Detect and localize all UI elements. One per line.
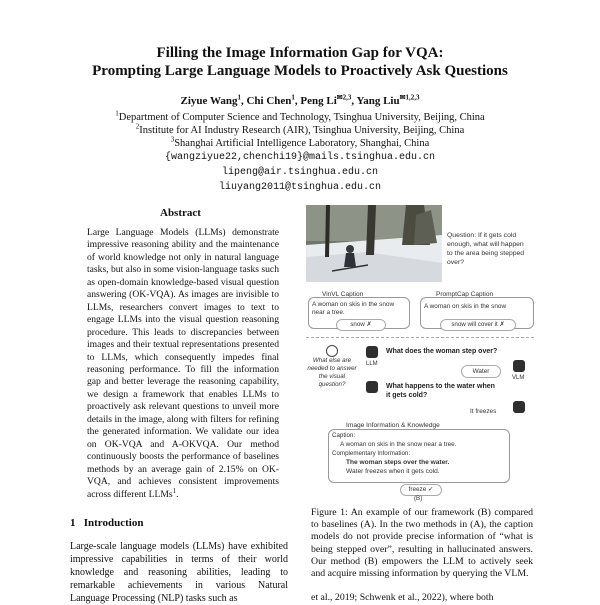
email-3: liuyang2011@tsinghua.edu.cn [218,182,382,193]
title-line-2: Prompting Large Language Models to Proactively Ask Questions [92,63,508,79]
side-question: What else are needed to answer the visual question? [307,357,357,388]
figure-caption: Figure 1: An example of our framework (B) compared to baselines (A). In the two methods in (A), the caption models do not provide precise information of “what is being stepped over”, resulting in hallucinated answers. Our method (B) empowers the LLM to actively seek and acquire missing information by querying the VLM. [311,507,533,580]
question-2: What happens to the water when it gets cold? [386,383,495,399]
aff-sup: 1 [115,109,119,118]
author-sup: 1 [291,93,295,102]
vinvl-answer-pill [336,319,386,331]
promptcap-answer: snow will cover it [451,321,498,328]
cross-icon: ✗ [499,321,505,328]
email-2: lipeng@air.tsinghua.edu.cn [221,167,379,178]
vlm-label: VLM [512,375,525,381]
vlm-icon [513,360,525,372]
affiliation-2 [0,124,600,137]
intro-title: Introduction [83,517,144,529]
promptcap-answer-pill [440,319,516,331]
figure-question: Question: If it gets cold enough, what will happen to the area being stepped over? [447,232,525,266]
right-column-tail: et al., 2019; Schwenk et al., 2022), where both [311,592,494,603]
question-1: What does the woman step over? [386,348,498,355]
photo-drawing [306,205,442,282]
answer-1: Water [461,365,501,378]
llm-label: LLM [366,361,378,367]
affiliation-1 [0,111,600,124]
answer-2: It freezes [470,408,497,415]
vlm-icon-2 [513,401,525,413]
paper-title [0,44,600,80]
vinvl-caption: A woman on skis in the snow near a tree. [312,301,395,316]
abstract-footnote-marker: 1 [172,486,177,495]
figure-label-b: (B) [414,495,423,502]
author-sup: 1 [237,93,241,102]
final-answer: freeze [408,486,427,493]
vinvl-answer: snow [350,321,365,328]
aff-sup: 2 [135,122,140,131]
author-sup: ✉1,2,3 [399,93,420,102]
info-caption: A woman on skis in the snow near a tree. [340,441,457,448]
author-list: Ziyue Wang$^1$, Chi Chen$^1$, Peng $Li^{✉2,3}$, Yang Liu$^{✉1,2,3}$ [180,93,420,107]
intro-number: 1 [70,517,76,529]
cross-icon: ✗ [366,321,372,328]
aff-text: Department of Computer Science and Technology, Tsinghua University, Beijing, China [118,112,485,123]
vinvl-label: VinVL Caption [322,291,364,298]
author-sup: ✉2,3 [336,93,352,102]
thought-icon [326,345,338,357]
author-name: Yang Liu [356,95,400,107]
info-complementary-label: Complementary Information: [332,450,411,457]
aff-text: Institute for AI Industry Research (AIR), Tsinghua University, Beijing, China [139,125,465,136]
promptcap-caption: A woman on skis in the snow [424,303,507,310]
info-line-2: Water freezes when it gets cold. [346,468,440,475]
check-icon: ✓ [428,486,434,493]
author-name: Chi Chen [246,95,292,107]
llm-icon [366,346,378,358]
llm-icon-2 [366,381,378,393]
abstract-body: Large Language Models (LLMs) demonstrate impressive reasoning ability and the maintenance of world knowledge not only in natural language tasks, but also in some vision-language tasks such as open-domain knowledge-based visual question answering (OK-VQA). As images are invisible to LLMs, researchers convert images to text to engage LLMs into the visual question reasoning procedure. This leads to discrepancies between images and their textual representations presented to LLMs, which consequently impedes final reasoning performance. To fill the information gap and better leverage the reasoning capability, we design a framework that enables LLMs to proactively ask relevant questions to unveil more details in the image, along with filters for refining the generated information. We validate our idea on OK-VQA and A-OKVQA. Our method continuously boosts the performance of baselines methods by an average gain of 2.15% on OK-VQA, and achieves consistent improvements across different LLMs$^1$. [87,227,279,500]
abstract-heading: Abstract [160,207,201,219]
author-name: Peng Li [300,95,337,107]
promptcap-label: PromptCap Caption [436,291,494,298]
intro-body: Large-scale language models (LLMs) have exhibited impressive capabilities in terms of their world knowledge and reasoning abilities, leading to remarkable achievements in various Natural Language Processing (NLP) tasks such as [70,541,288,604]
title-line-1: Filling the Image Information Gap for VQA: [156,45,444,61]
figure-divider [306,337,534,338]
aff-text: Shanghai Artificial Intelligence Laboratory, Shanghai, China [174,138,430,149]
aff-sup: 3 [170,135,175,144]
affiliation-3 [0,137,600,150]
email-1: {wangziyue22,chenchi19}@mails.tsinghua.edu.cn [164,152,436,163]
author-name: Ziyue Wang [180,95,238,107]
figure-1 [306,205,534,501]
snow-photo [306,205,442,282]
info-title: Image Information & Knowledge [346,422,440,429]
info-caption-label: Caption: [332,432,356,439]
info-line-1: The woman steps over the water. [346,459,450,466]
abstract-text: Large Language Models (LLMs) demonstrate impressive reasoning ability and the maintenance of world knowledge not only in natural language tasks, but also in some vision-language tasks such as open-domain knowledge-based visual question answering (OK-VQA). As images are invisible to LLMs, researchers convert images to text to engage LLMs into the visual question reasoning procedure. This leads to discrepancies between images and their textual representations presented to LLMs, which consequently impedes final reasoning performance. To fill the information gap and better leverage the reasoning capability, we design a framework that enables LLMs to proactively ask relevant questions to unveil more details in the image, along with filters for refining the generated information. We validate our idea on OK-VQA and A-OKVQA. Our method continuously boosts the performance of baselines methods by an average gain of 2.15% on OK-VQA, and achieves consistent improvements across different LLMs [87,227,279,500]
intro-heading [70,517,143,529]
